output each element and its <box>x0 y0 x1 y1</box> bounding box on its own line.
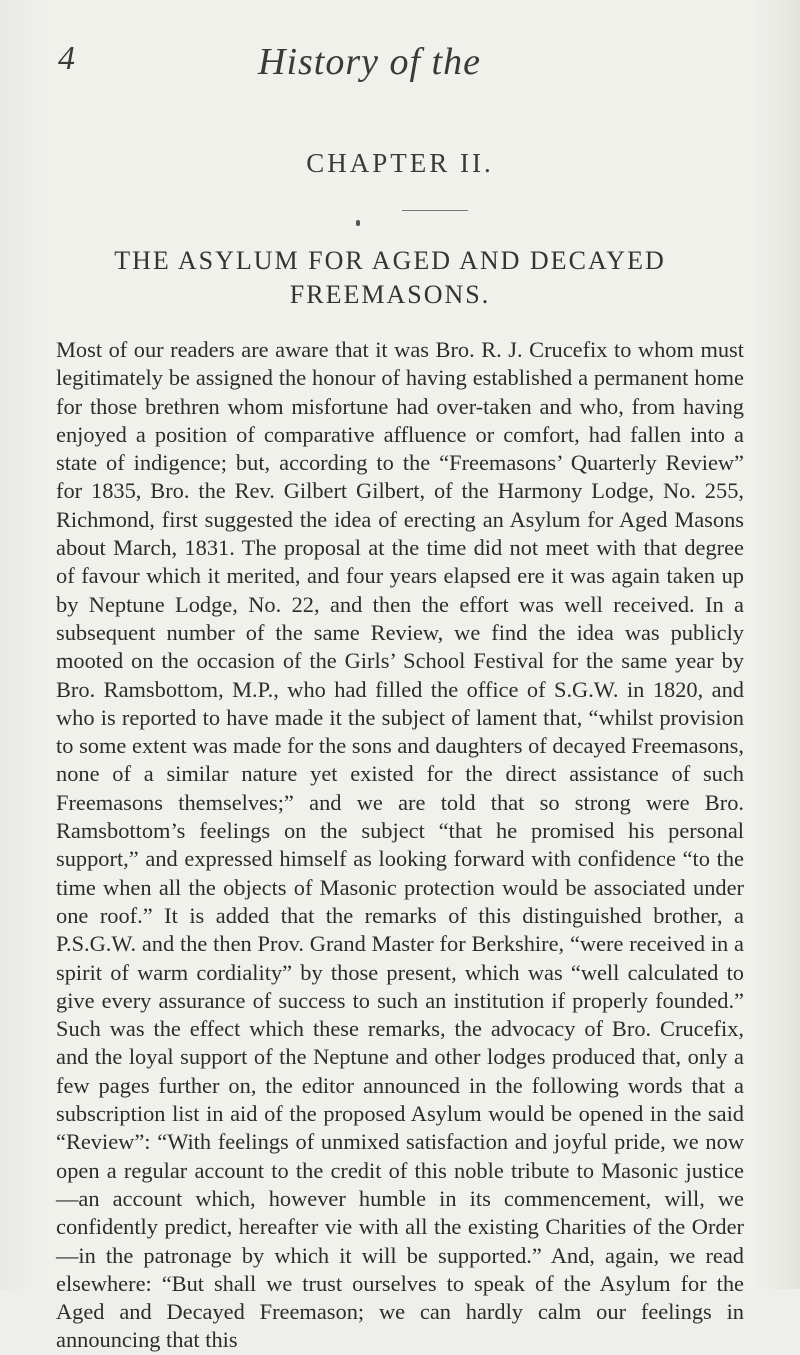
body-paragraph: Most of our readers are aware that it was Bro. R. J. Crucefix to whom must legitimately be assigned the honour of having established a permanent home for those brethren whom misfortune had over-taken and who, from having enjoyed a position of comparative affluence or comfort, had fallen into a state of indigence; but, according to the “Freemasons’ Quarterly Review” for 1835, Bro. the Rev. Gilbert Gilbert, of the Harmony Lodge, No. 255, Richmond, first suggested the idea of erecting an Asylum for Aged Masons about March, 1831. The proposal at the time did not meet with that degree of favour which it merited, and four years elapsed ere it was again taken up by Neptune Lodge, No. 22, and then the effort was well received. In a subsequent number of the same Review, we find the idea was publicly mooted on the occasion of the Girls’ School Festival for the same year by Bro. Ramsbottom, M.P., who had filled the office of S.G.W. in 1820, and who is reported to have made it the subject of lament that, “whilst provision to some extent was made for the sons and daughters of decayed Freemasons, none of a similar nature yet existed for the direct assistance of such Freemasons themselves;” and we are told that so strong were Bro. Ramsbottom’s feelings on the subject “that he promised his personal support,” and expressed himself as looking forward with confidence “to the time when all the objects of Masonic protection would be associated under one roof.” It is added that the remarks of this distinguished brother, a P.S.G.W. and the then Prov. Grand Master for Berkshire, “were received in a spirit of warm cordiality” by those present, which was “well calculated to give every assurance of success to such an institution if properly founded.” Such was the effect which these remarks, the advocacy of Bro. Crucefix, and the loyal support of the Neptune and other lodges produced that, only a few pages further on, the editor announced in the following words that a subscription list in aid of the proposed Asylum would be opened in the said “Review”: “With feelings of unmixed satisfaction and joyful pride, we now open a regular account to the credit of this noble tribute to Masonic justice—an account which, however humble in its commencement, will, we confidently predict, hereafter vie with all the existing Charities of the Order—in the patronage by which it will be supported.” And, again, we read elsewhere: “But shall we trust ourselves to speak of the Asylum for the Aged and Decayed Freemason; we can hardly calm our feelings in announcing that this <box>56 337 744 1353</box>
running-head <box>58 40 758 90</box>
ornament-mark <box>356 220 360 226</box>
divider-rule <box>402 210 468 211</box>
page-number: 4 <box>58 40 75 77</box>
chapter-title <box>40 244 740 312</box>
chapter-number: CHAPTER II. <box>306 148 494 178</box>
chapter-title-line-1: THE ASYLUM FOR AGED AND DECAYED <box>114 246 666 275</box>
running-title: History of the <box>258 41 481 83</box>
chapter-title-line-2: FREEMASONS. <box>289 280 491 309</box>
